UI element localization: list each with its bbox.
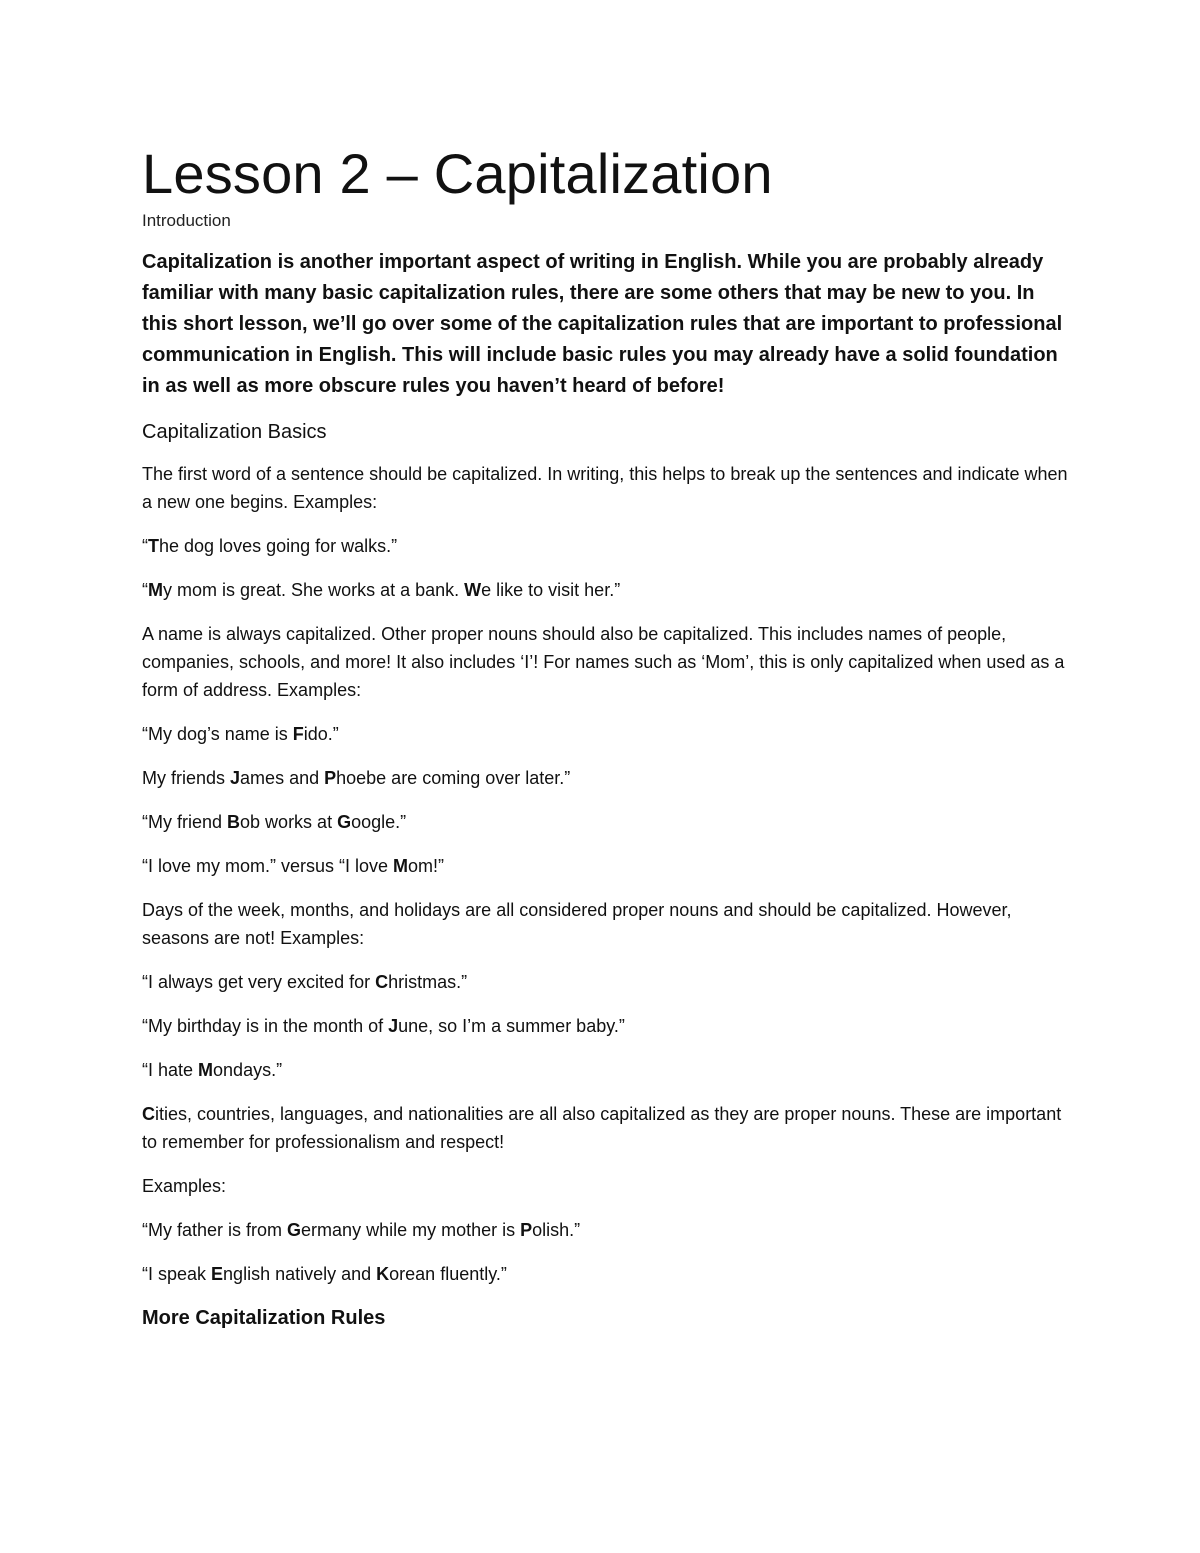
bold-run: G [287,1220,302,1240]
text-run: “My father is from [142,1220,288,1240]
text-run: he works at a bank. [303,580,465,600]
paragraph [142,1216,1072,1244]
bold-run: J [388,1016,399,1036]
text-run: ondays.” [213,1060,283,1080]
text-run: ido.” [303,724,339,744]
paragraph [142,808,1072,836]
text-run: “I speak [142,1264,212,1284]
text-run: S [291,580,304,600]
text-run: nglish natively and [223,1264,377,1284]
bold-run: E [211,1264,224,1284]
bold-run: P [324,768,337,788]
text-run: A name is always capitalized. Other proper nouns should also be capitalized. This includes names of people, companies, schools, and more! It also includes ‘I’! For names such as ‘Mom’, this is only capitalized when used as a form of address. Examples: [142,624,1065,700]
paragraph [142,852,1072,880]
text-run: Days of the week, months, and holidays are all considered proper nouns and should be capitalized. However, seasons are not! Examples: [142,900,1012,948]
body-paragraphs [142,460,1072,1288]
text-run: Examples: [142,1176,227,1196]
text-run: hristmas.” [388,972,468,992]
paragraph [142,620,1072,704]
text-run: ermany while my mother is [301,1220,521,1240]
bold-run: C [375,972,389,992]
bold-run: M [198,1060,214,1080]
paragraph [142,1260,1072,1288]
intro-paragraph: Capitalization is another important aspect of writing in English. While you are probably already familiar with many basic capitalization rules, there are some others that may be new to you. In this short lesson, we’ll go over some of the capitalization rules that are important to professional communication in English. This will include basic rules you may already have a solid foundation in as well as more obscure rules you haven’t heard of before! [142,251,1063,397]
text-run: “ [142,536,148,556]
bold-run: T [148,536,159,556]
section-heading-basics: Capitalization Basics [142,421,327,443]
paragraph [142,1172,1072,1200]
bold-run: J [230,768,241,788]
text-run: “My birthday is in the month of [142,1016,389,1036]
text-run: “I love my mom.” versus “I love [142,856,394,876]
text-run: hoebe are coming over later.” [336,768,571,788]
bold-run: M [148,580,163,600]
text-run: “My dog’s name is [142,724,293,744]
text-run: e like to visit her.” [481,580,621,600]
bold-run: B [227,812,241,832]
bold-run: M [393,856,409,876]
text-run: “My friend [142,812,228,832]
paragraph [142,1056,1072,1084]
paragraph [142,576,1072,604]
bold-run: C [142,1104,155,1124]
bold-run: P [520,1220,533,1240]
text-run: “I always get very excited for [142,972,376,992]
text-run: he dog loves going for walks.” [159,536,398,556]
text-run: The first word of a sentence should be capitalized. In writing, this helps to break up the sentences and indicate when a new one begins. Examples: [142,464,1068,512]
paragraph [142,1100,1072,1156]
subtitle-introduction: Introduction [142,211,231,230]
text-run: “I hate [142,1060,199,1080]
document-content [142,138,1072,1332]
text-run: orean fluently.” [389,1264,507,1284]
paragraph [142,460,1072,516]
text-run: ities, countries, languages, and nationalities are all also capitalized as they are proper nouns. These are important to remember for professionalism and respect! [142,1104,1062,1152]
bold-run: F [292,724,304,744]
paragraph [142,968,1072,996]
section-heading-more: More Capitalization Rules [142,1307,386,1329]
bold-run: W [464,580,482,600]
text-run: My friends [142,768,231,788]
text-run: om!” [408,856,445,876]
bold-run: K [376,1264,390,1284]
text-run: “ [142,580,148,600]
text-run: ob works at [240,812,338,832]
paragraph [142,896,1072,952]
paragraph [142,1012,1072,1040]
text-run: olish.” [532,1220,581,1240]
bold-run: G [337,812,352,832]
page-title: Lesson 2 – Capitalization [142,142,773,205]
text-run: ames and [240,768,325,788]
text-run: oogle.” [351,812,407,832]
text-run: une, so I’m a summer baby.” [398,1016,625,1036]
paragraph [142,720,1072,748]
paragraph [142,532,1072,560]
paragraph [142,764,1072,792]
text-run: y mom is great. [163,580,292,600]
